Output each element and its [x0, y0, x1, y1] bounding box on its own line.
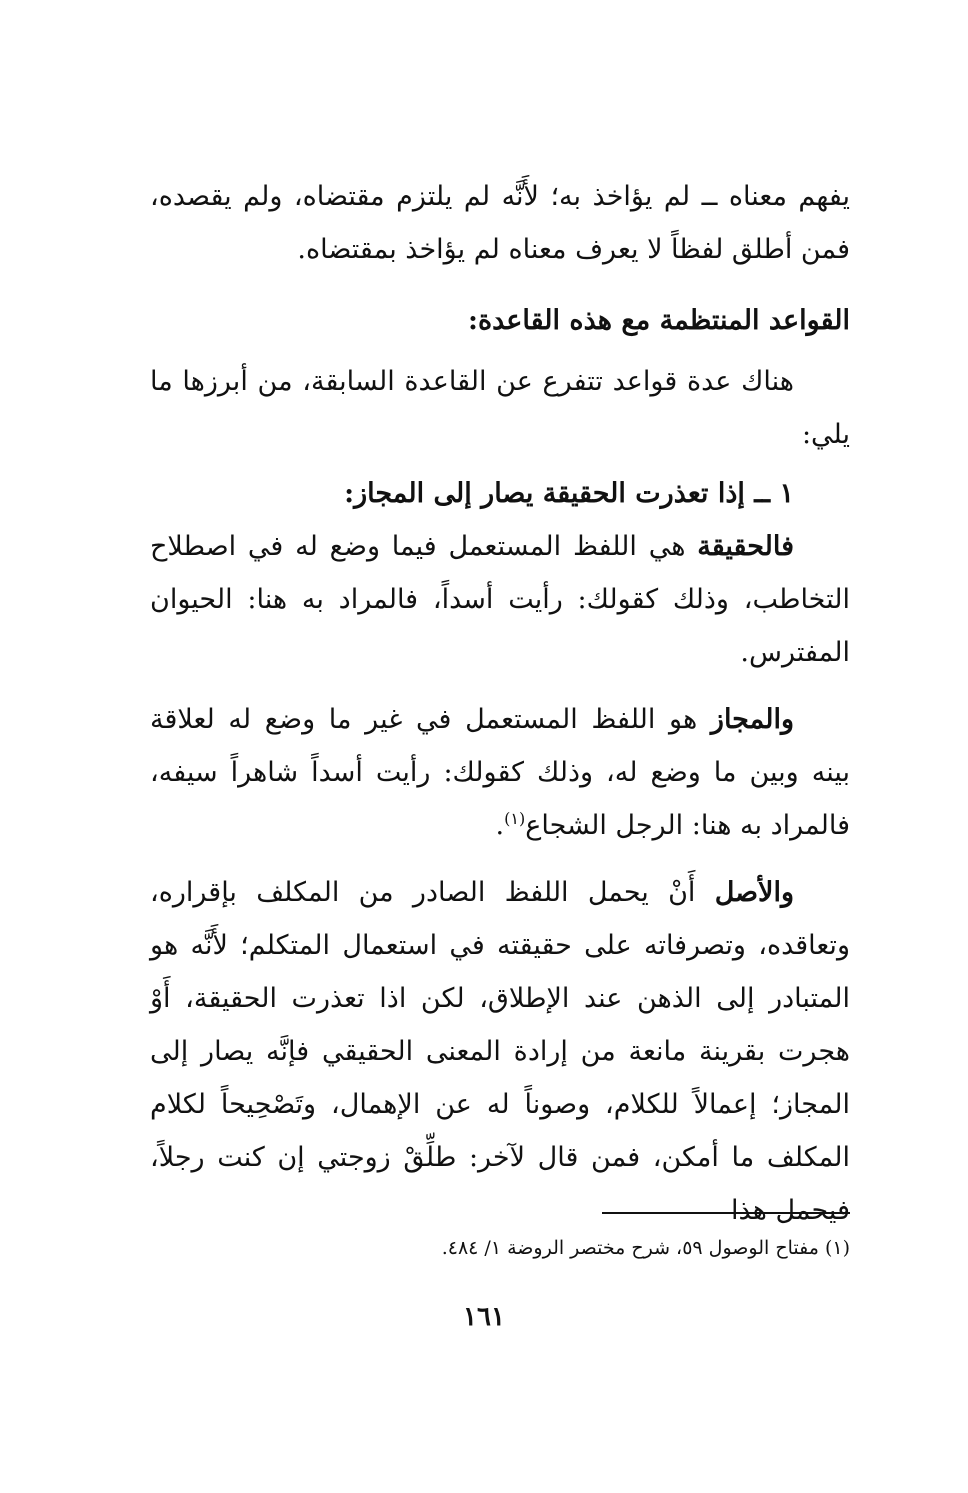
term-haqiqa: فالحقيقة	[697, 531, 794, 562]
page-number: ١٦١	[463, 1302, 505, 1332]
paragraph-haqiqa	[150, 520, 850, 679]
term-majaz: والمجاز	[710, 704, 794, 735]
paragraph-majaz-text: هو اللفظ المستعمل في غير ما وضع له لعلاقة بينه وبين ما وضع له، وذلك كقولك: رأيت أسداً شاهراً سيفه، فالمراد به هنا: الرجل الشجاع	[150, 704, 850, 841]
page-body	[150, 170, 850, 1237]
paragraph-majaz-end: .	[495, 810, 505, 841]
paragraph-continuation: يفهم معناه ــ لم يؤاخذ به؛ لأَنَّه لم يلتزم مقتضاه، ولم يقصده، فمن أطلق لفظاً لا يعرف معناه لم يؤاخذ بمقتضاه.	[150, 181, 850, 265]
section-heading: القواعد المنتظمة مع هذه القاعدة:	[468, 305, 850, 336]
paragraph-asl-text: أَنْ يحمل اللفظ الصادر من المكلف بإقراره، وتعاقده، وتصرفاته على حقيقته في استعمال المتكلم؛ لأَنَّه هو المتبادر إلى الذهن عند الإطلاق، لكن اذا تعذرت الحقيقة، أَوْ هجرت بقرينة مانعة من إرادة المعنى الحقيقي فإنَّه يصار إلى المجاز؛ إعمالاً للكلام، وصوناً له عن الإهمال، وتَصْحِيحاً لكلام المكلف ما أمكن، فمن قال لآخر: طلِّقْ زوجتي إن كنت رجلاً، فيحمل هذا	[150, 877, 850, 1226]
rule-heading: ١ ــ إذا تعذرت الحقيقة يصار إلى المجاز:	[344, 478, 794, 509]
footnote-separator	[602, 1212, 850, 1214]
paragraph-majaz	[150, 693, 850, 852]
paragraph-asl	[150, 866, 850, 1237]
paragraph-intro: هناك عدة قواعد تتفرع عن القاعدة السابقة، من أبرزها ما يلي:	[150, 366, 850, 450]
paragraph-haqiqa-text: هي اللفظ المستعمل فيما وضع له في اصطلاح التخاطب، وذلك كقولك: رأيت أسداً، فالمراد به هنا: الحيوان المفترس.	[150, 531, 850, 668]
footnote-reference[interactable]: (١)	[504, 809, 526, 828]
footnote: (١) مفتاح الوصول ٥٩، شرح مختصر الروضة ١/ ٤٨٤.	[441, 1237, 850, 1259]
term-asl: والأصل	[714, 877, 794, 908]
